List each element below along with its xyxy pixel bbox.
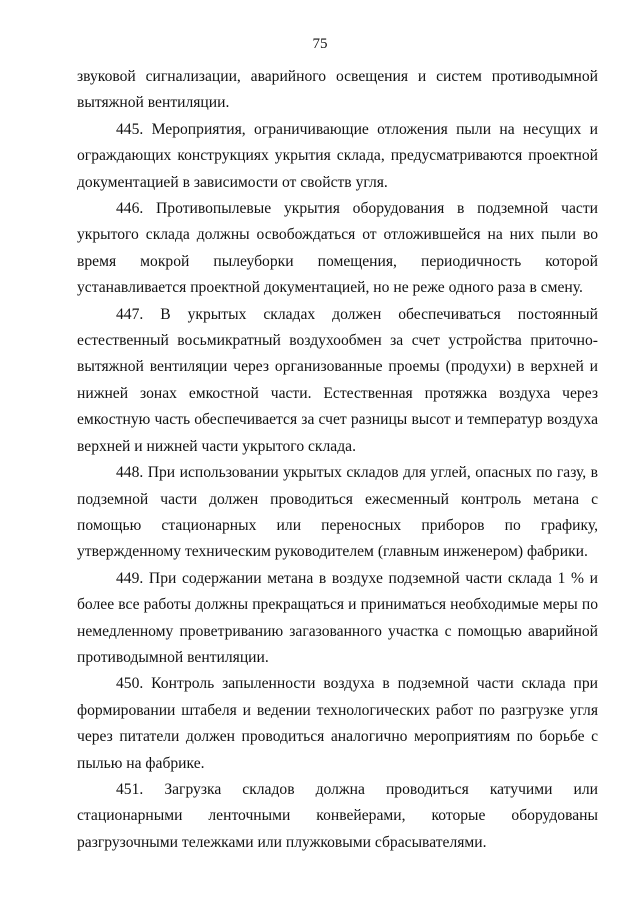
paragraph-447: 447. В укрытых складах должен обеспечиваться постоянный естественный восьмикратный воздухообмен за счет устройства приточно-вытяжной вентиляции через организованные проемы (продухи) в верхней и нижней зонах емкостной части. Естественная протяжка воздуха через емкостную часть обеспечивается за счет разницы высот и температур воздуха верхней и нижней части укрытого склада. bbox=[77, 305, 598, 455]
page-number: 75 bbox=[312, 36, 328, 52]
paragraph-446: 446. Противопылевые укрытия оборудования в подземной части укрытого склада должны освобождаться от отложившейся на них пыли во время мокрой пылеуборки помещения, периодичность которой устанавливается проектной документацией, но не реже одного раза в смену. bbox=[77, 200, 598, 297]
paragraph-445: 445. Мероприятия, ограничивающие отложения пыли на несущих и ограждающих конструкциях укрытия склада, предусматриваются проектной документацией в зависимости от свойств угля. bbox=[77, 120, 598, 191]
paragraph-448: 448. При использовании укрытых складов для углей, опасных по газу, в подземной части должен проводиться ежесменный контроль метана с помощью стационарных или переносных приборов по графику, утвержденному техническим руководителем (главным инженером) фабрики. bbox=[77, 464, 598, 561]
paragraph-continuation: звуковой сигнализации, аварийного освещения и систем противодымной вытяжной вентиляции. bbox=[77, 68, 598, 112]
paragraph-451: 451. Загрузка складов должна проводиться катучими или стационарными ленточными конвейерами, которые оборудованы разгрузочными тележками или плужковыми сбрасывателями. bbox=[77, 780, 598, 851]
paragraph-450: 450. Контроль запыленности воздуха в подземной части склада при формировании штабеля и ведении технологических работ по разгрузке угля через питатели должен проводиться аналогично мероприятиям по борьбе с пылью на фабрике. bbox=[77, 675, 598, 772]
paragraph-449: 449. При содержании метана в воздухе подземной части склада 1 % и более все работы должны прекращаться и приниматься необходимые меры по немедленному проветриванию загазованного участка с помощью аварийной противодымной вентиляции. bbox=[77, 569, 598, 666]
document-body bbox=[77, 64, 598, 856]
